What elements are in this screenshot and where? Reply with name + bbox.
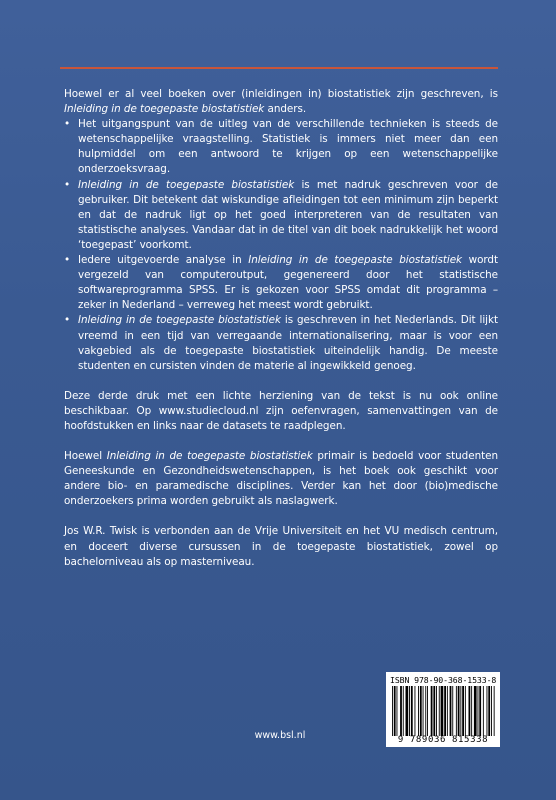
list-item: • Het uitgangspunt van de uitleg van de verschillende technieken is steeds de wetenschappelijke vraagstelling. Statistiek is immers niet meer dan een hulpmiddel om een antwoord te krijgen op een wetenschappelijke onderzoeksvraag. bbox=[64, 117, 498, 177]
barcode-bar bbox=[483, 686, 484, 736]
barcode-bar bbox=[406, 686, 409, 736]
barcode-bar bbox=[462, 686, 464, 736]
list-item: • Inleiding in de toegepaste biostatistiek is met nadruk geschreven voor de gebruiker. Dit betekent dat wiskundige afleidingen tot een minimum zijn beperkt en dat de nadruk ligt op het goed interpreteren van de resultaten van statistische analyses. Vandaar dat in de titel van dit boek nadrukkelijk het woord ‘toegepast’ voorkomt. bbox=[64, 178, 498, 253]
author-paragraph: Jos W.R. Twisk is verbonden aan de Vrije Universiteit en het VU medisch centrum, en doceert diverse cursussen in de toegepaste biostatistiek, zowel op bachelorniveau als op masterniveau. bbox=[64, 525, 498, 568]
barcode-bar bbox=[439, 686, 440, 736]
barcode-bar bbox=[423, 686, 424, 736]
barcode-bar bbox=[478, 686, 479, 736]
barcode-bar bbox=[394, 686, 396, 736]
barcode-bar bbox=[458, 686, 460, 736]
barcode-bar bbox=[411, 686, 413, 736]
barcode-bar bbox=[465, 686, 466, 736]
barcode-bar bbox=[488, 686, 490, 736]
barcode-bar bbox=[447, 686, 448, 736]
barcode-bar bbox=[441, 686, 444, 736]
publisher-url: www.bsl.nl bbox=[254, 730, 306, 741]
audience-paragraph: Hoewel Inleiding in de toegepaste biostatistiek primair is bedoeld voor studenten Geneeskunde en Gezondheidswetenschappen, is het boek ook geschikt voor andere bio- en paramedische disciplines. Verder kan het door (bio)medische onderzoekers prima worden gebruikt als naslagwerk. bbox=[64, 450, 499, 508]
barcode-bar bbox=[491, 686, 492, 736]
barcode-bar bbox=[392, 686, 393, 736]
barcode-bar bbox=[471, 686, 472, 736]
feature-list bbox=[64, 117, 498, 374]
barcode-bar bbox=[425, 686, 426, 736]
barcode-bar bbox=[452, 686, 453, 736]
barcode-bar bbox=[403, 686, 404, 736]
barcode-bar bbox=[456, 686, 457, 736]
barcode-bars-icon bbox=[390, 686, 496, 736]
barcode-bar bbox=[450, 686, 452, 736]
barcode-bar bbox=[397, 686, 398, 736]
blurb bbox=[64, 87, 498, 570]
barcode-bar bbox=[479, 686, 481, 736]
list-item: • Iedere uitgevoerde analyse in Inleiding in de toegepaste biostatistiek wordt vergezeld van computeroutput, gegenereerd door het statistische softwareprogramma SPSS. Er is gekozen voor SPSS omdat dit programma – zeker in Nederland – verreweg het meest wordt gebruikt. bbox=[64, 253, 498, 313]
barcode-digits: 9 789036 815338 bbox=[397, 735, 489, 745]
isbn-barcode bbox=[386, 672, 500, 747]
barcode-bar bbox=[494, 686, 495, 736]
intro-paragraph: Hoewel er al veel boeken over (inleidingen in) biostatistiek zijn geschreven, is Inleiding in de toegepaste biostatistiek anders. bbox=[64, 88, 498, 116]
barcode-bar bbox=[420, 686, 422, 736]
barcode-bar bbox=[474, 686, 477, 736]
accent-rule bbox=[60, 67, 498, 69]
barcode-bar bbox=[409, 686, 410, 736]
barcode-bar bbox=[400, 686, 402, 736]
barcode-bar bbox=[436, 686, 437, 736]
barcode-bar bbox=[444, 686, 446, 736]
barcode-bar bbox=[487, 686, 488, 736]
list-item: • Inleiding in de toegepaste biostatistiek is geschreven in het Nederlands. Dit lijkt vreemd in een tijd van verregaande internationalisering, maar is voor een vakgebied als de toegepaste biostatistiek uiteindelijk handig. De meeste studenten en cursisten vinden de materie al ingewikkeld genoeg. bbox=[64, 313, 498, 373]
barcode-bar bbox=[469, 686, 471, 736]
barcode-bar bbox=[415, 686, 416, 736]
barcode-bar bbox=[418, 686, 419, 736]
barcode-bar bbox=[460, 686, 461, 736]
edition-paragraph: Deze derde druk met een lichte herziening van de tekst is nu ook online beschikbaar. Op www.studiecloud.nl zijn oefenvragen, samenvattingen van de hoofdstukken en links naar de datasets te raadplegen. bbox=[64, 389, 498, 432]
barcode-bar bbox=[431, 686, 433, 736]
barcode-bar bbox=[427, 686, 428, 736]
isbn-label: ISBN 978-90-368-1533-8 bbox=[390, 675, 497, 685]
barcode-bar bbox=[433, 686, 435, 736]
